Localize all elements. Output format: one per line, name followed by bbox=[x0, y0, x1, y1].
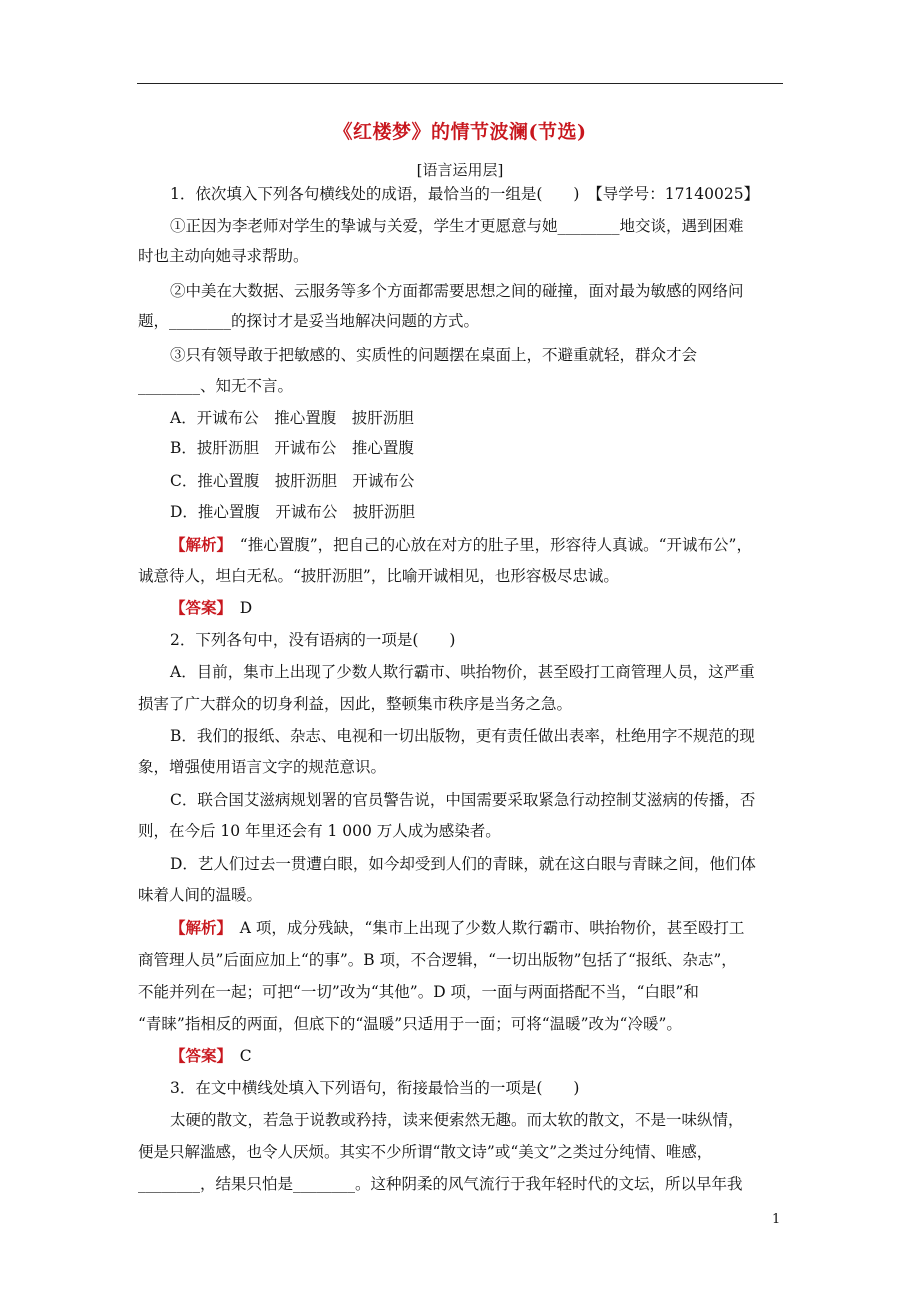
q2-option-c-cont: 则，在今后 10 年里还会有 1 000 万人成为感染者。 bbox=[138, 822, 501, 840]
q1-sentence-2-cont: 题，________的探讨才是妥当地解决问题的方式。 bbox=[138, 312, 480, 330]
q3-passage-line-2: 便是只解滥感，也令人厌烦。其实不少所谓“散文诗”或“美文”之类过分纯情、唯感， bbox=[138, 1143, 713, 1161]
q3-passage: 太硬的散文，若急于说教或矜持，读来便索然无趣。而太软的散文，不是一味纵情， bbox=[170, 1111, 744, 1129]
q1-explanation-text: “推心置腹”，把自己的心放在对方的肚子里，形容待人真诚。“开诚布公”， bbox=[224, 536, 752, 554]
q2-option-c: C．联合国艾滋病规划署的官员警告说，中国需要采取紧急行动控制艾滋病的传播，否 bbox=[170, 791, 756, 809]
section-heading: [语言运用层] bbox=[416, 161, 504, 179]
q2-option-d-cont: 味着人间的温暖。 bbox=[138, 886, 263, 904]
q2-option-d: D．艺人们过去一贯遭白眼，如今却受到人们的青睐，就在这白眼与青睐之间，他们体 bbox=[170, 855, 756, 873]
answer-label: 【答案】 bbox=[170, 598, 225, 617]
q2-answer-value: C bbox=[224, 1047, 252, 1065]
q1-explanation-cont: 诚意待人，坦白无私。“披肝沥胆”，比喻开诚相见，也形容极尽忠诚。 bbox=[138, 567, 619, 585]
q2-answer bbox=[170, 1046, 252, 1066]
q1-sentence-1-cont: 时也主动向她寻求帮助。 bbox=[138, 247, 309, 265]
q1-explanation bbox=[170, 535, 752, 555]
header-rule bbox=[137, 83, 783, 84]
page-title: 《红楼梦》的情节波澜(节选) bbox=[333, 121, 587, 143]
explanation-label: 【解析】 bbox=[170, 918, 225, 937]
q2-explanation-line-4: “青睐”指相反的两面，但底下的“温暖”只适用于一面；可将“温暖”改为“冷暖”。 bbox=[138, 1015, 682, 1033]
q1-answer-value: D bbox=[224, 599, 253, 617]
q1-sentence-3-cont: ________、知无不言。 bbox=[138, 377, 294, 395]
answer-label: 【答案】 bbox=[170, 1046, 225, 1065]
q2-explanation-line-3: 不能并列在一起；可把“一切”改为“其他”。D 项，一面与两面搭配不当，“白眼”和 bbox=[138, 983, 699, 1001]
q1-stem: 1．依次填入下列各句横线处的成语，最恰当的一组是( ) 【导学号：17140025】 bbox=[170, 185, 760, 203]
q1-option-c: C．推心置腹 披肝沥胆 开诚布公 bbox=[170, 472, 415, 490]
q1-sentence-1: ①正因为李老师对学生的挚诚与关爱，学生才更愿意与她________地交谈，遇到困难 bbox=[170, 217, 744, 235]
q1-option-d: D．推心置腹 开诚布公 披肝沥胆 bbox=[170, 503, 415, 521]
q2-option-b: B．我们的报纸、杂志、电视和一切出版物，更有责任做出表率，杜绝用字不规范的现 bbox=[170, 727, 755, 745]
q2-explanation bbox=[170, 918, 744, 938]
q2-option-b-cont: 象，增强使用语言文字的规范意识。 bbox=[138, 758, 387, 776]
q3-passage-line-3: ________，结果只怕是________。这种阴柔的风气流行于我年轻时代的文坛，所以早年我 bbox=[138, 1175, 743, 1193]
q2-option-a-cont: 损害了广大群众的切身利益，因此，整顿集市秩序是当务之急。 bbox=[138, 695, 573, 713]
q2-explanation-line-2: 商管理人员”后面应加上“的事”。B 项，不合逻辑，“一切出版物”包括了“报纸、杂志”， bbox=[138, 951, 737, 969]
q1-option-a: A．开诚布公 推心置腹 披肝沥胆 bbox=[170, 409, 414, 427]
q2-option-a: A．目前，集市上出现了少数人欺行霸市、哄抬物价，甚至殴打工商管理人员，这严重 bbox=[170, 663, 755, 681]
explanation-label: 【解析】 bbox=[170, 535, 225, 554]
page-number: 1 bbox=[772, 1212, 781, 1227]
q2-explanation-text: A 项，成分残缺，“集市上出现了少数人欺行霸市、哄抬物价，甚至殴打工 bbox=[224, 919, 745, 937]
q1-option-b: B．披肝沥胆 开诚布公 推心置腹 bbox=[170, 439, 414, 457]
q2-stem: 2．下列各句中，没有语病的一项是( ) bbox=[170, 631, 456, 649]
q1-sentence-2: ②中美在大数据、云服务等多个方面都需要思想之间的碰撞，面对最为敏感的网络问 bbox=[170, 282, 744, 300]
q1-sentence-3: ③只有领导敢于把敏感的、实质性的问题摆在桌面上，不避重就轻，群众才会 bbox=[170, 346, 698, 364]
q1-answer bbox=[170, 598, 252, 618]
q3-stem: 3．在文中横线处填入下列语句，衔接最恰当的一项是( ) bbox=[170, 1079, 580, 1097]
